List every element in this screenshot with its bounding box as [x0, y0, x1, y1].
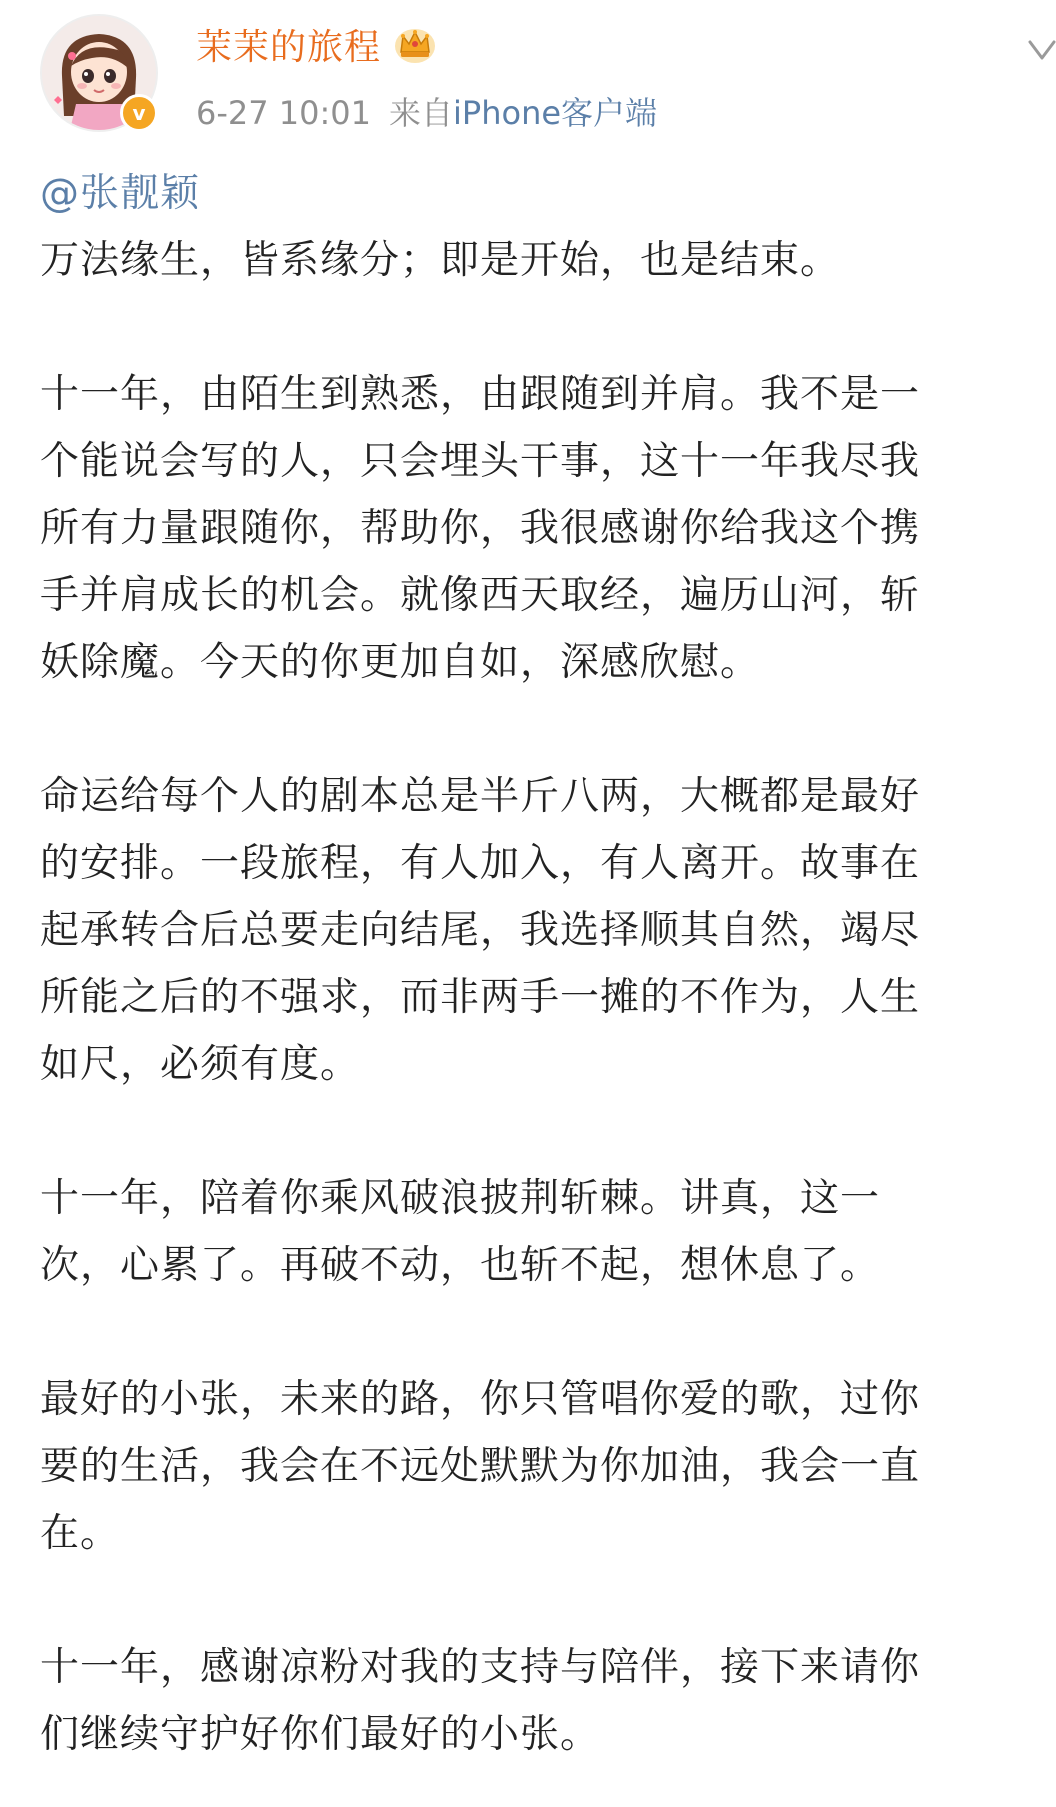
text-line: 十一年，由陌生到熟悉，由跟随到并肩。我不是一: [40, 372, 921, 417]
text-line: 十一年，陪着你乘风破浪披荆斩棘。讲真，这一: [40, 1176, 881, 1221]
paragraph: [40, 1366, 1046, 1567]
text-line: 万法缘生，皆系缘分；即是开始，也是结束。: [40, 238, 841, 283]
paragraph: [40, 1165, 1046, 1299]
verified-badge-label: v: [132, 101, 146, 125]
text-line: 妖除魔。今天的你更加自如，深感欣慰。: [40, 640, 761, 685]
text-line: 次，心累了。再破不动，也斩不起，想休息了。: [40, 1243, 881, 1288]
text-line: 起承转合后总要走向结尾，我选择顺其自然，竭尽: [40, 908, 921, 953]
paragraph: [40, 227, 1046, 294]
text-line: 的安排。一段旅程，有人加入，有人离开。故事在: [40, 841, 921, 886]
text-line: 们继续守护好你们最好的小张。: [40, 1712, 601, 1757]
text-line: 所能之后的不强求，而非两手一摊的不作为，人生: [40, 975, 921, 1020]
text-line: 所有力量跟随你，帮助你，我很感谢你给我这个携: [40, 506, 921, 551]
mention-link[interactable]: @张靓颖: [40, 171, 201, 216]
text-line: 如尺，必须有度。: [40, 1042, 361, 1087]
paragraph: [40, 361, 1046, 696]
text-line: 个能说会写的人，只会埋头干事，这十一年我尽我: [40, 439, 921, 484]
chevron-down-icon[interactable]: [1026, 28, 1056, 76]
text-line: 在。: [40, 1511, 121, 1556]
username-row: [196, 18, 437, 70]
paragraph: [40, 763, 1046, 1098]
username[interactable]: 茉茉的旅程: [196, 26, 382, 68]
post-date: 6-27: [196, 94, 269, 132]
text-line: 十一年，感谢凉粉对我的支持与陪伴，接下来请你: [40, 1645, 921, 1690]
post-time: 10:01: [278, 94, 372, 132]
source-app-link[interactable]: iPhone客户端: [453, 94, 658, 132]
post-body: [40, 160, 1046, 1768]
verified-badge: [120, 94, 158, 132]
source-prefix: 来自: [389, 94, 454, 132]
text-line: 手并肩成长的机会。就像西天取经，遍历山河，斩: [40, 573, 921, 618]
post-header: [0, 0, 1056, 150]
crown-icon[interactable]: [393, 24, 437, 64]
text-line: 最好的小张，未来的路，你只管唱你爱的歌，过你: [40, 1377, 921, 1422]
post-meta: [196, 88, 657, 134]
text-line: 要的生活，我会在不远处默默为你加油，我会一直: [40, 1444, 921, 1489]
text-line: 命运给每个人的剧本总是半斤八两，大概都是最好: [40, 774, 921, 819]
paragraph: [40, 1634, 1046, 1768]
